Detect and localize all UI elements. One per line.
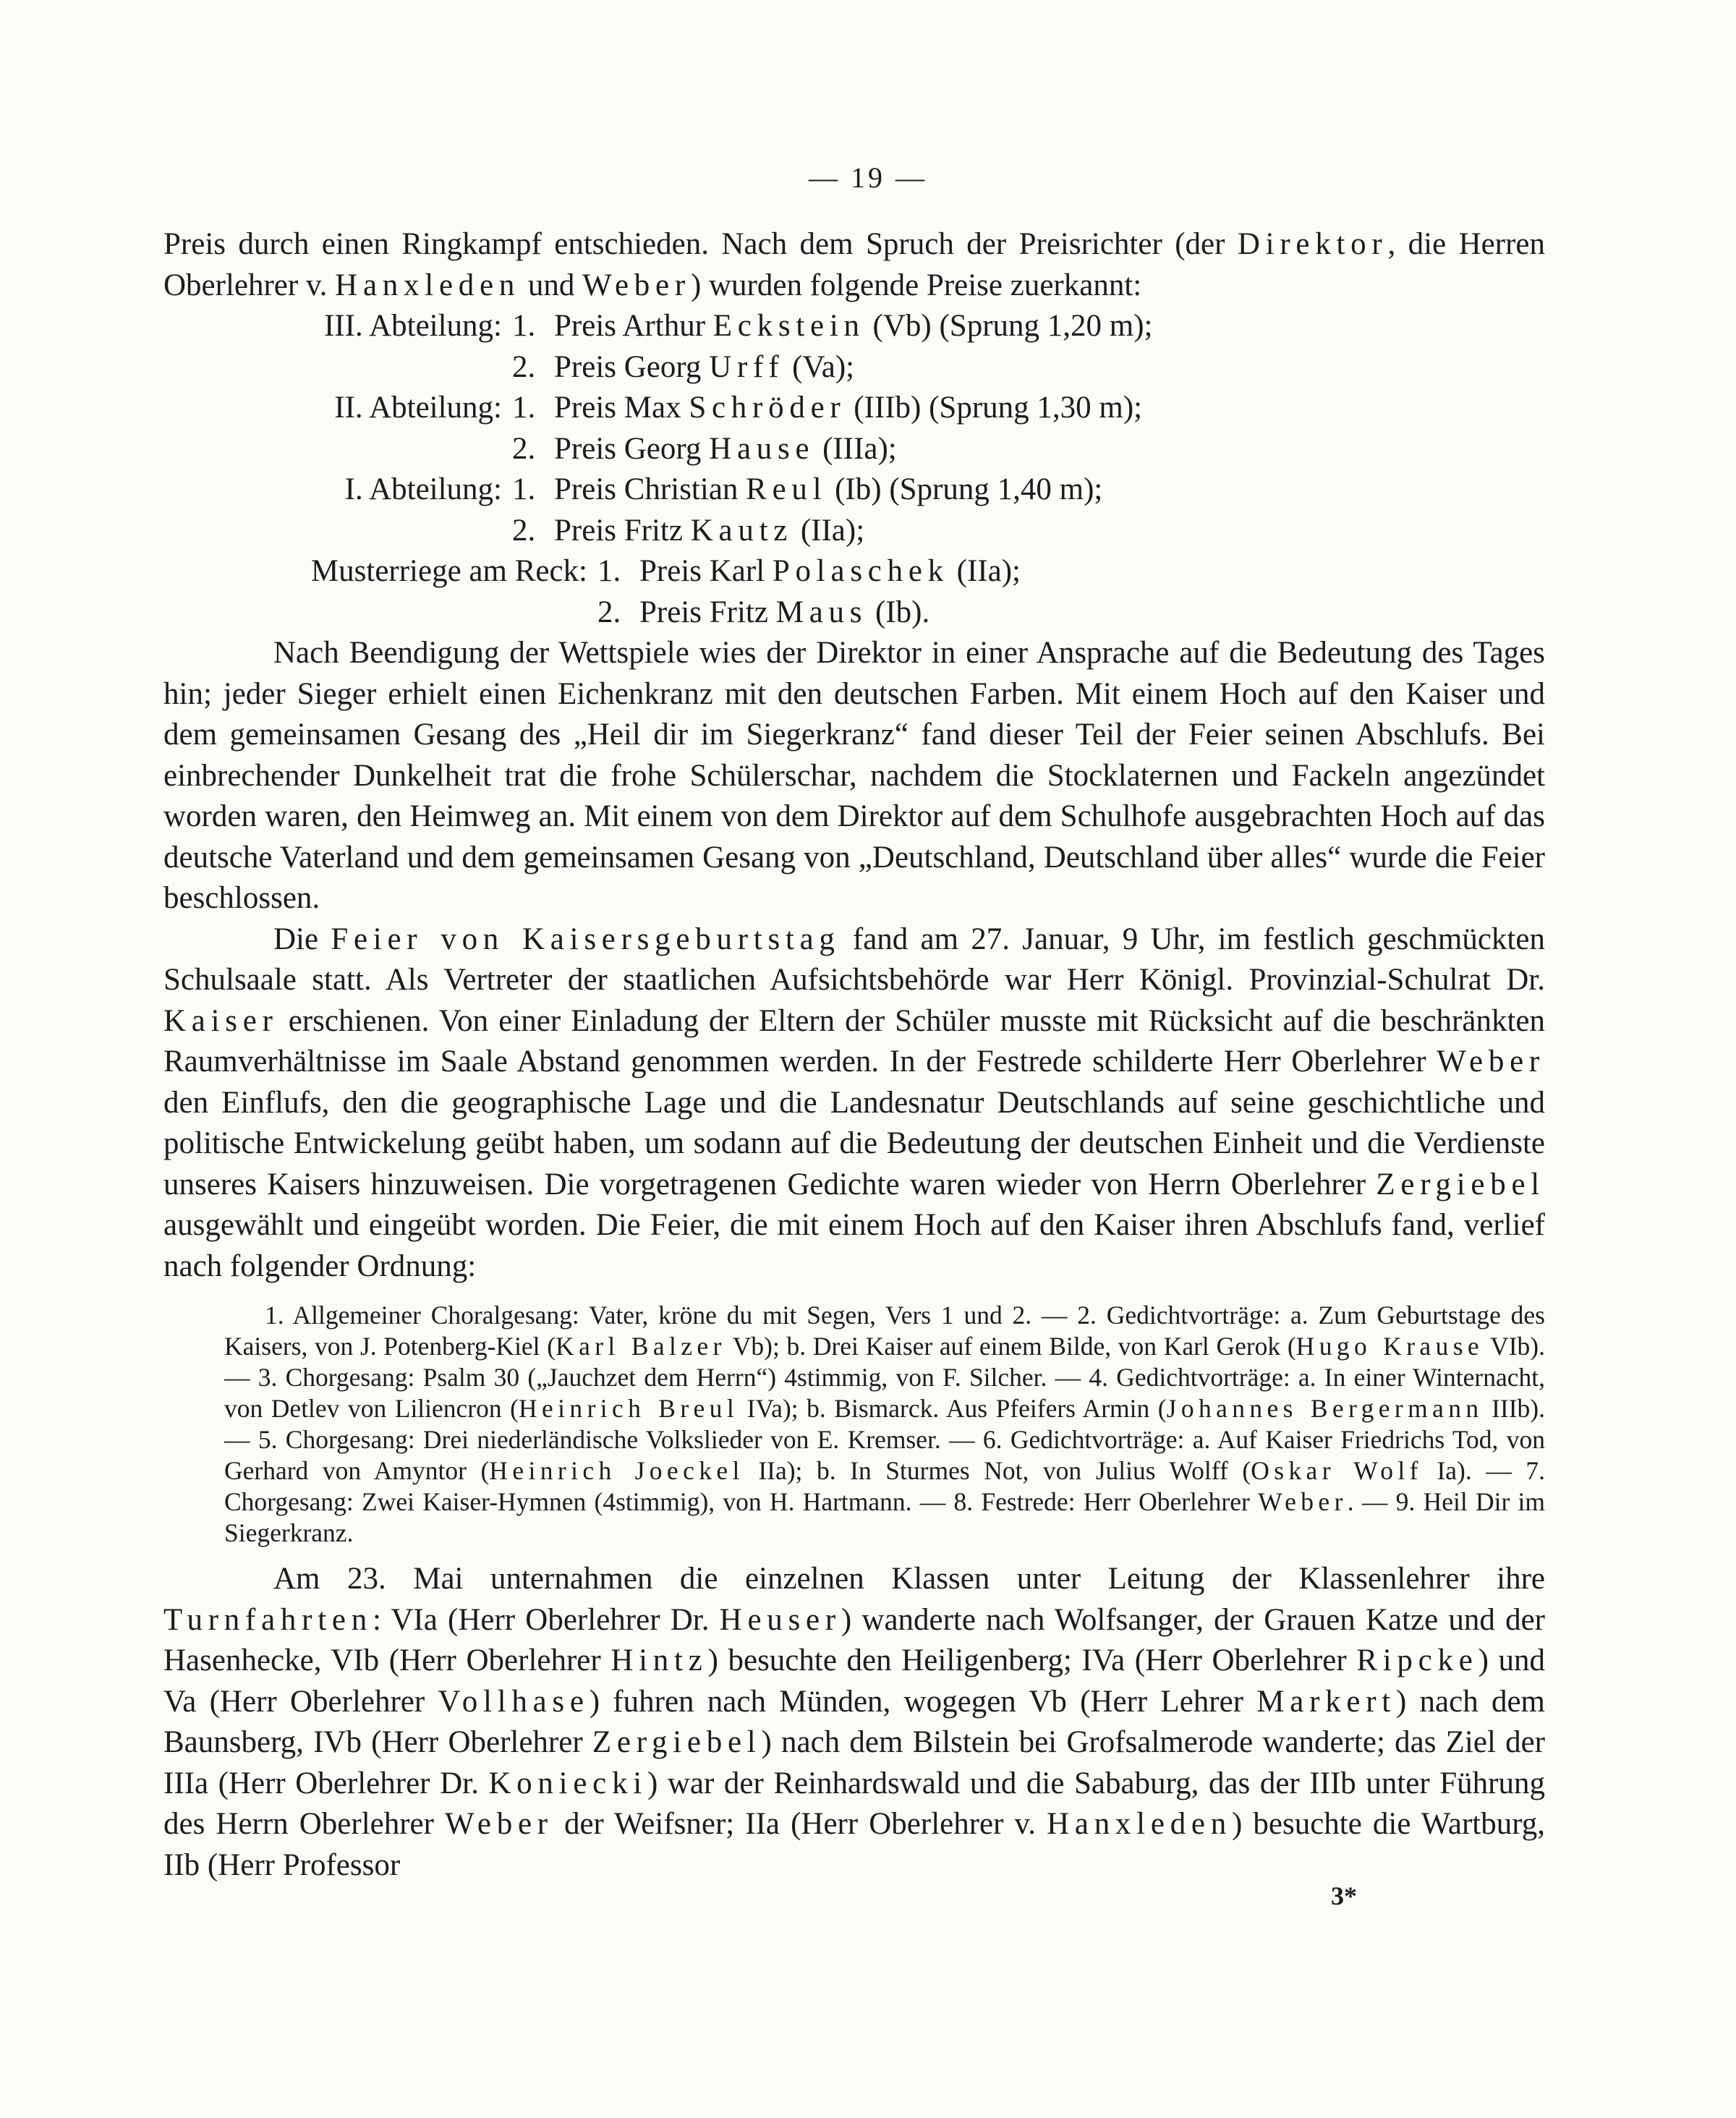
prize-row [163, 429, 1545, 470]
prize-text: Preis Georg Hause (IIIa); [554, 431, 897, 466]
spaced-name: Turnfahrten [163, 1602, 373, 1637]
prize-label [163, 511, 512, 552]
intro-paragraph [163, 224, 1545, 306]
prize-number: 2. [512, 513, 536, 548]
prize-row [163, 388, 1545, 429]
sheet-signature: 3* [1331, 1881, 1357, 1910]
prize-label [163, 592, 597, 634]
prize-row [163, 306, 1545, 347]
musterriege-row [163, 551, 1545, 592]
spaced-name: Heuser [719, 1602, 841, 1637]
spaced-name: Zergiebel [592, 1725, 762, 1759]
paragraph-beendigung: Nach Beendigung der Wettspiele wies der Direktor in einer Ansprache auf die Bedeutung des Tages hin; jeder Sieger erhielt einen Eichenkranz mit den deutschen Farben. Mit einem Hoch auf den Kaiser und dem gemeinsamen Gesang des „Heil dir im Siegerkranz“ fand dieser Teil der Feier seinen Abschlufs. Bei einbrechender Dunkelheit trat die frohe Schülerschar, nachdem die Stocklaternen und Fackeln angezündet worden waren, den Heimweg an. Mit einem von dem Direktor auf dem Schulhofe ausgebrachten Hoch auf das deutsche Vaterland und dem gemeinsamen Gesang von „Deutschland, Deutschland über alles“ wurde die Feier beschlossen. [163, 636, 1545, 915]
prize-label: Musterriege am Reck: [310, 554, 587, 588]
prize-row [163, 469, 1545, 511]
prize-text: Preis Karl Polaschek (IIa); [639, 554, 1021, 588]
prize-row [163, 347, 1545, 388]
text-run: Preis durch einen Ringkampf entschieden. Nach dem Spruch der Preisrichter (der [163, 227, 1238, 261]
spaced-name: Markert [1256, 1684, 1396, 1719]
prize-text: Preis Christian Reul (Ib) (Sprung 1,40 m); [554, 472, 1103, 506]
prize-number: 2. [512, 431, 536, 466]
spaced-name: Koniecki [488, 1766, 647, 1800]
spaced-name: Weber [445, 1807, 553, 1841]
prize-list [163, 306, 1545, 633]
prize-number: 1. [512, 391, 536, 425]
text-run: und [520, 268, 583, 302]
spaced-name: Kaiser [163, 1003, 278, 1038]
spaced-name: Feier von Kaisersgeburtstag [331, 922, 841, 956]
prize-label [163, 347, 512, 388]
prize-label: II. Abteilung: [334, 391, 502, 425]
prize-text: Preis Fritz Maus (Ib). [639, 595, 930, 629]
prize-text: Preis Max Schröder (IIIb) (Sprung 1,30 m); [554, 391, 1143, 425]
spaced-name: Hanxleden [1047, 1807, 1232, 1841]
prize-number: 1. [597, 554, 621, 588]
prize-text: Preis Fritz Kautz (IIa); [554, 513, 865, 548]
spaced-name: Weber [582, 268, 691, 302]
spaced-name: Ripcke [1356, 1643, 1478, 1677]
page-body [163, 224, 1545, 1886]
program-list [224, 1300, 1545, 1549]
musterriege-row [163, 592, 1545, 634]
program-text: 1. Allgemeiner Choralgesang: Vater, kröne du mit Segen, Vers 1 und 2. — 2. Gedichtvorträge: a. Zum Geburtstage des Kaisers, von J. Potenberg-Kiel (Karl Balzer Vb); b. Drei Kaiser auf einem Bilde, von Karl Gerok (Hugo Krause VIb). — 3. Chorgesang: Psalm 30 („Jauchzet dem Herrn“) 4stimmig, von F. Silcher. — 4. Gedichtvorträge: a. In einer Winternacht, von Detlev von Liliencron (Heinrich Breul IVa); b. Bismarck. Aus Pfeifers Armin (Johannes Bergermann IIIb). — 5. Chorgesang: Drei niederländische Volkslieder von E. Kremser. — 6. Gedichtvorträge: a. Auf Kaiser Friedrichs Tod, von Gerhard von Amyntor (Heinrich Joeckel IIa); b. In Sturmes Not, von Julius Wolff (Oskar Wolf Ia). — 7. Chorgesang: Zwei Kaiser-Hymnen (4stimmig), von H. Hartmann. — 8. Festrede: Herr Oberlehrer Weber. — 9. Heil Dir im Siegerkranz. [224, 1301, 1546, 1547]
prize-number: 1. [512, 472, 536, 506]
spaced-name: Direktor [1237, 227, 1388, 261]
prize-label: III. Abteilung: [323, 309, 502, 343]
prize-text: Preis Georg Urff (Va); [554, 349, 855, 384]
text-run: ) wurden folgende Preise zuerkannt: [690, 268, 1142, 302]
spaced-name: Zergiebel [1376, 1167, 1545, 1202]
prize-label [163, 429, 512, 470]
paragraph-turnfahrten: Am 23. Mai unternahmen die einzelnen Klassen unter Leitung der Klassenlehrer ihre Turnfahrten: VIa (Herr Oberlehrer Dr. Heuser) wanderte nach Wolfsanger, der Grauen Katze und der Hasenhecke, VIb (Herr Oberlehrer Hintz) besuchte den Heiligenberg; IVa (Herr Oberlehrer Ripcke) und Va (Herr Oberlehrer Vollhase) fuhren nach Münden, wogegen Vb (Herr Lehrer Markert) nach dem Baunsberg, IVb (Herr Oberlehrer Zergiebel) nach dem Bilstein bei Grofsalmerode wanderte; das Ziel der IIIa (Herr Oberlehrer Dr. Koniecki) war der Reinhardswald und die Sababurg, das der IIIb unter Führung des Herrn Oberlehrer Weber der Weifsner; IIa (Herr Oberlehrer v. Hanxleden) besuchte die Wartburg, IIb (Herr Professor [163, 1562, 1546, 1882]
spaced-name: Weber [1437, 1045, 1545, 1079]
spaced-name: Hanxleden [335, 268, 521, 302]
prize-label: I. Abteilung: [344, 472, 502, 506]
prize-number: 1. [512, 309, 536, 343]
spaced-name: Vollhase [438, 1684, 590, 1719]
prize-row [163, 511, 1545, 552]
paragraph-kaisersgeburtstag: Die Feier von Kaisersgeburtstag fand am 27. Januar, 9 Uhr, im festlich geschmückten Schulsaale statt. Als Vertreter der staatlichen Aufsichtsbehörde war Herr Königl. Provinzial-Schulrat Dr. Kaiser erschienen. Von einer Einladung der Eltern der Schüler musste mit Rücksicht auf die beschränkten Raumverhältnisse im Saale Abstand genommen werden. In der Festrede schilderte Herr Oberlehrer Weber den Einflufs, den die geographische Lage und die Landesnatur Deutschlands auf seine geschichtliche und politische Entwickelung geübt haben, um sodann auf die Bedeutung der deutschen Einheit und die Verdienste unseres Kaisers hinzuweisen. Die vorgetragenen Gedichte waren wieder von Herrn Oberlehrer Zergiebel ausgewählt und eingeübt worden. Die Feier, die mit einem Hoch auf den Kaiser ihren Abschlufs fand, verlief nach folgender Ordnung: [163, 922, 1545, 1283]
spaced-name: Hintz [610, 1643, 708, 1677]
prize-text: Preis Arthur Eckstein (Vb) (Sprung 1,20 m); [554, 309, 1153, 343]
page-number: — 19 — [809, 161, 927, 194]
prize-number: 2. [512, 349, 536, 384]
prize-number: 2. [597, 595, 621, 629]
text-run: , die Herren Oberlehrer v. [163, 227, 1545, 302]
